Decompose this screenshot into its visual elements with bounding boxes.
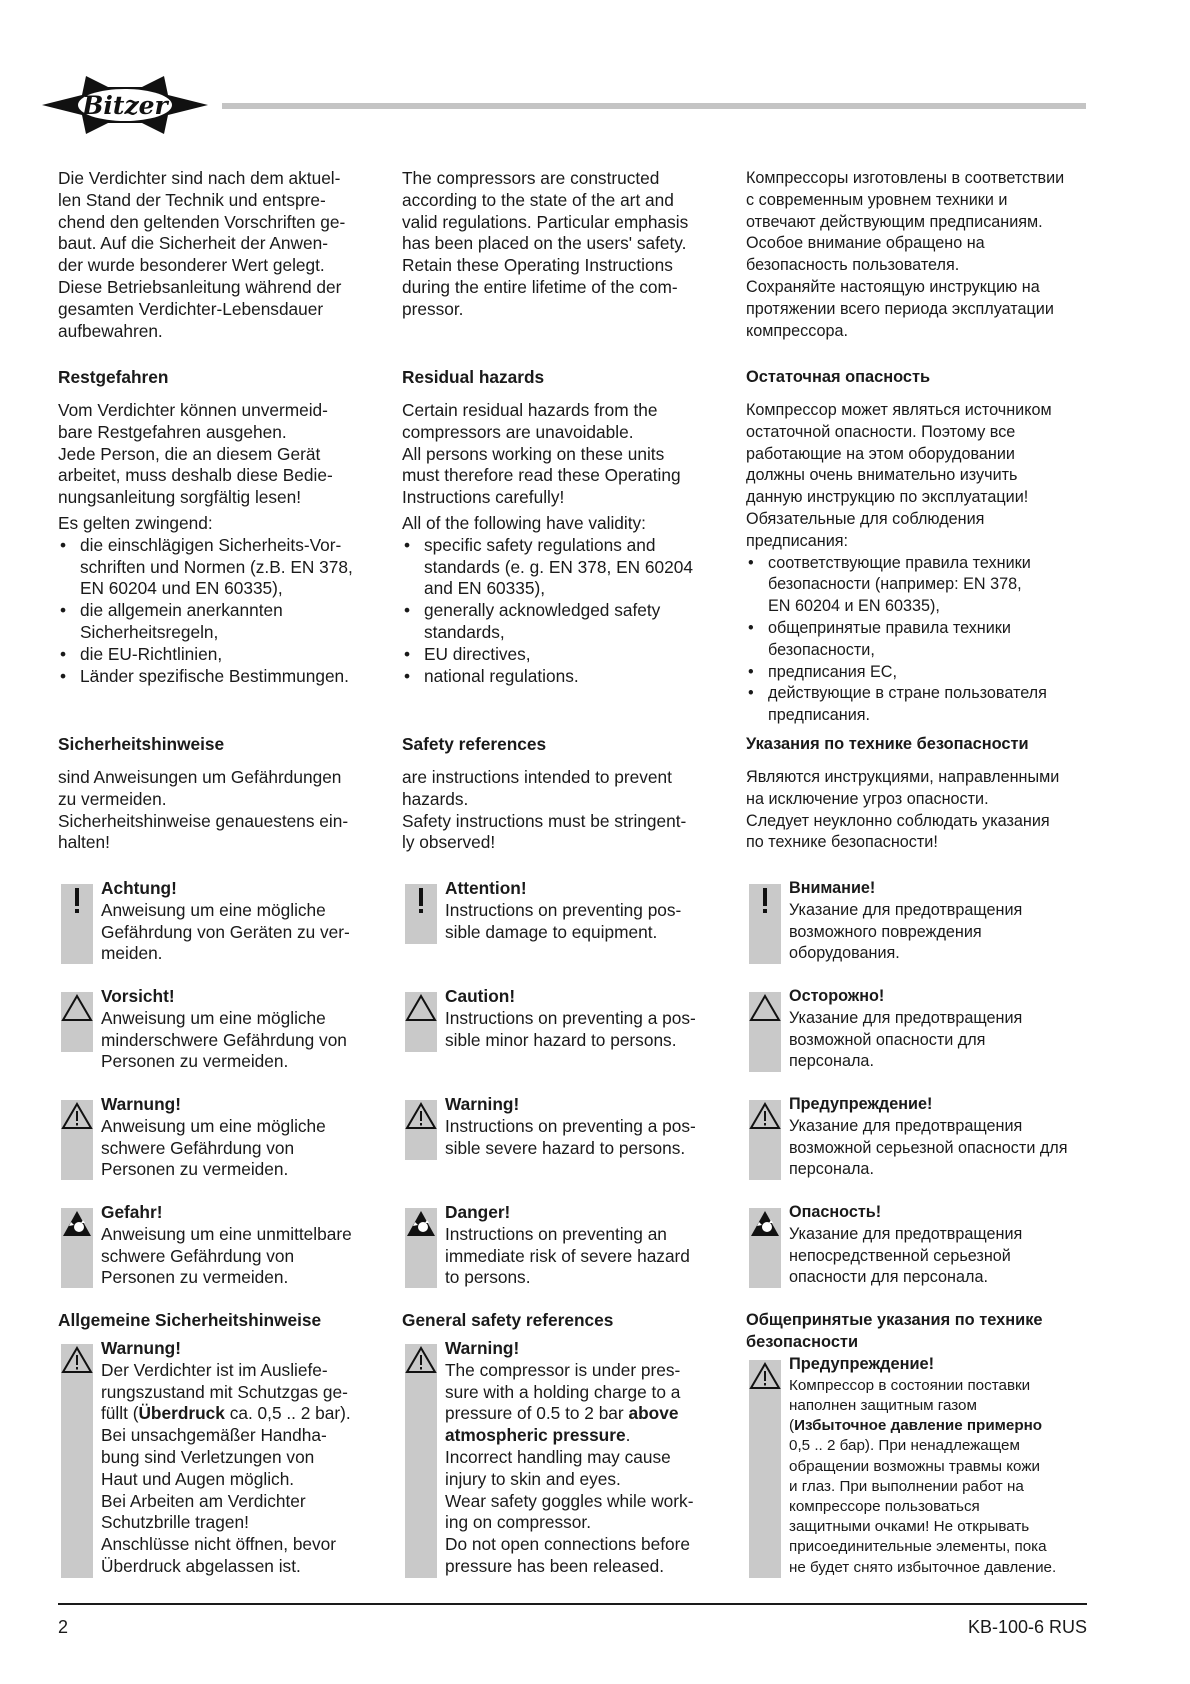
danger-text: Anweisung um eine unmittelbare schwere Gefährdung von Personen zu vermeiden. [101,1223,352,1288]
warning-block [58,1094,376,1181]
caution-triangle-icon [61,992,93,1052]
safety-text: Являются инструкциями, направленными на исключение угроз опасности. Следует неуклонно соблюдать указания по технике безопасности! [746,768,1060,852]
general-warning-text: Компрессор в состоянии поставки наполнен защитным газом (Избыточное давление примерно 0,5 .. 2 бар). При ненадлежащем обращении возможны травмы кожи и глаз. При выполнении работ на компрессоре пользоваться защитными очками! Не открывать присоединительные элементы, пока не будет снято избыточное давление. [789,1376,1057,1576]
list-item: • die einschlägigen Sicherheits-Vor- schriften und Normen (z.B. EN 378, EN 60204 und EN 60335), [58,535,376,600]
caution-title: Vorsicht! [101,986,175,1006]
safety-heading-block [402,734,720,756]
residual-heading-block [746,367,1086,389]
intro-block [746,168,1086,342]
general-heading: Allgemeine Sicherheitshinweise [58,1310,322,1330]
danger-explosion-icon [61,1208,93,1288]
residual-heading: Остаточная опасность [746,368,931,386]
general-warning-block [746,1354,1086,1578]
safety-text: are instructions intended to prevent hazards. Safety instructions must be stringent- ly observed! [402,767,687,853]
caution-triangle-icon [405,992,437,1052]
warning-title: Warning! [445,1094,520,1114]
safety-text: sind Anweisungen um Gefährdungen zu vermeiden. Sicherheitshinweise genauestens ein- halten! [58,767,349,853]
danger-title: Опасность! [789,1203,882,1221]
footer-rule [58,1603,1087,1605]
list-item: • specific safety regulations and standards (e. g. EN 378, EN 60204 and EN 60335), [402,535,720,600]
list-item: • Länder spezifische Bestimmungen. [58,666,376,688]
safety-heading: Safety references [402,734,547,754]
list-item: • EU directives, [402,644,720,666]
caution-text: Anweisung um eine mögliche minderschwere Gefährdung von Personen zu vermeiden. [101,1007,347,1072]
residual-block [58,400,376,509]
caution-block [402,986,720,1051]
validity-block [746,509,1086,727]
safety-heading: Sicherheitshinweise [58,734,225,754]
list-item: • generally acknowledged safety standards, [402,600,720,644]
safety-heading: Указания по технике безопасности [746,735,1029,753]
svg-text:Bitzer: Bitzer [82,91,168,120]
general-heading: Общепринятые указания по технике безопасности [746,1311,1043,1351]
intro-text: The compressors are constructed according to the state of the art and valid regulations. Particular emphasis has been placed on the users' safety. Retain these Operating Instructions during the entire lifetime of the com- pressor. [402,168,689,319]
attention-text: Указание для предотвращения возможного повреждения оборудования. [789,900,1023,963]
validity-lead: Es gelten zwingend: [58,513,213,533]
caution-text: Указание для предотвращения возможной опасности для персонала. [789,1008,1023,1071]
caution-triangle-icon [749,992,781,1072]
danger-title: Gefahr! [101,1202,163,1222]
safety-block [402,767,720,854]
warning-text: Instructions on preventing a pos- sible severe hazard to persons. [445,1115,696,1158]
warning-triangle-icon [61,1100,93,1180]
residual-heading: Restgefahren [58,367,169,387]
warning-block [746,1094,1086,1181]
residual-heading-block [402,367,720,389]
danger-block [58,1202,376,1289]
safety-block [58,767,376,854]
intro-text: Компрессоры изготовлены в соответствии с современным уровнем техники и отвечают действующим предписаниям. Особое внимание обращено на безопасность пользователя. Сохраняйте настоящую инструкцию на протяжении всего периода эксплуатации компрессора. [746,169,1065,340]
list-item: • national regulations. [402,666,720,688]
caution-block [746,986,1086,1073]
caution-block [58,986,376,1073]
attention-title: Внимание! [789,879,876,897]
warning-title: Предупреждение! [789,1095,933,1113]
general-heading-block [402,1310,720,1332]
residual-text: Vom Verdichter können unvermeid- bare Restgefahren ausgehen. Jede Person, die an diesem Gerät arbeitet, muss deshalb diese Bedie- nungsanleitung sorgfältig lesen! [58,400,333,508]
intro-text: Die Verdichter sind nach dem aktuel- len Stand der Technik und entspre- chend den geltenden Vorschriften ge- baut. Auf die Sicherheit der Anwen- der wurde besonderer Wert gelegt. Diese Betriebsanleitung während der gesamten Verdichter-Lebensdauer aufbewahren. [58,168,346,341]
safety-heading-block [746,734,1086,756]
attention-title: Attention! [445,878,527,898]
danger-text: Instructions on preventing an immediate risk of severe hazard to persons. [445,1223,690,1288]
validity-block [58,513,376,687]
attention-block [58,878,376,965]
exclamation-icon [61,884,93,964]
danger-title: Danger! [445,1202,511,1222]
header-rule [222,103,1086,109]
list-item: • die allgemein anerkannten Sicherheitsregeln, [58,600,376,644]
danger-text: Указание для предотвращения непосредственной серьезной опасности для персонала. [789,1224,1023,1287]
list-item: • die EU-Richtlinien, [58,644,376,666]
danger-block [402,1202,720,1289]
list-item: • предписания ЕС, [746,662,1086,684]
caution-title: Caution! [445,986,516,1006]
danger-explosion-icon [749,1208,781,1288]
general-heading: General safety references [402,1310,614,1330]
warning-triangle-icon [749,1360,781,1578]
warning-text: Anweisung um eine mögliche schwere Gefährdung von Personen zu vermeiden. [101,1115,326,1180]
intro-block [402,168,720,321]
general-warning-text: Der Verdichter ist im Ausliefe- rungszustand mit Schutzgas ge- füllt (Überdruck ca. 0,5 .. 2 bar). Bei unsachgemäßer Handha- bung sind Verletzungen von Haut und Augen möglich. Bei Arbeiten am Verdichter Schutzbrille tragen! Anschlüsse nicht öffnen, bevor Überdruck abgelassen ist. [101,1359,351,1576]
list-item: • действующие в стране пользователя предписания. [746,683,1086,727]
warning-triangle-icon [749,1100,781,1180]
attention-block [746,878,1086,965]
residual-heading-block [58,367,376,389]
danger-block [746,1202,1086,1289]
caution-text: Instructions on preventing a pos- sible minor hazard to persons. [445,1007,696,1050]
attention-text: Anweisung um eine mögliche Gefährdung von Geräten zu ver- meiden. [101,899,350,964]
residual-text: Компрессор может являться источником остаточной опасности. Поэтому все работающие на этом оборудовании должны очень внимательно изучить данную инструкцию по эксплуатации! [746,401,1052,507]
general-heading-block [746,1310,1086,1354]
warning-triangle-icon [405,1100,437,1160]
document-id: KB-100-6 RUS [967,1617,1087,1637]
exclamation-icon [405,884,437,944]
general-warning-title: Предупреждение! [789,1355,935,1373]
list-item: • соответствующие правила техники безопасности (например: EN 378, EN 60204 и EN 60335), [746,553,1086,618]
general-warning-title: Warning! [445,1338,520,1358]
page-number: 2 [58,1617,69,1637]
validity-lead: Обязательные для соблюдения предписания: [746,510,985,550]
general-warning-block [402,1338,720,1578]
residual-heading: Residual hazards [402,367,545,387]
warning-title: Warnung! [101,1094,181,1114]
danger-explosion-icon [405,1208,437,1288]
warning-triangle-icon [405,1344,437,1578]
attention-block [402,878,720,943]
safety-block [746,767,1086,854]
general-heading-block [58,1310,376,1332]
general-warning-text: The compressor is under pres- sure with a holding charge to a pressure of 0.5 to 2 bar above atmospheric pressure. Incorrect handling may cause injury to skin and eyes. Wear safety goggles while work- ing on compressor. Do not open connections before pressure has been released. [445,1359,694,1576]
validity-block [402,513,720,687]
warning-block [402,1094,720,1159]
caution-title: Осторожно! [789,987,885,1005]
list-item: • общепринятые правила техники безопасности, [746,618,1086,662]
general-warning-block [58,1338,376,1578]
validity-lead: All of the following have validity: [402,513,646,533]
residual-block [402,400,720,509]
residual-block [746,400,1086,509]
attention-title: Achtung! [101,878,177,898]
warning-triangle-icon [61,1344,93,1578]
bitzer-logo [42,74,208,136]
attention-text: Instructions on preventing pos- sible damage to equipment. [445,899,682,942]
intro-block [58,168,376,342]
warning-text: Указание для предотвращения возможной серьезной опасности для персонала. [789,1116,1068,1179]
safety-heading-block [58,734,376,756]
exclamation-icon [749,884,781,964]
residual-text: Certain residual hazards from the compressors are unavoidable. All persons working on these units must therefore read these Operating Instructions carefully! [402,400,681,508]
general-warning-title: Warnung! [101,1338,181,1358]
